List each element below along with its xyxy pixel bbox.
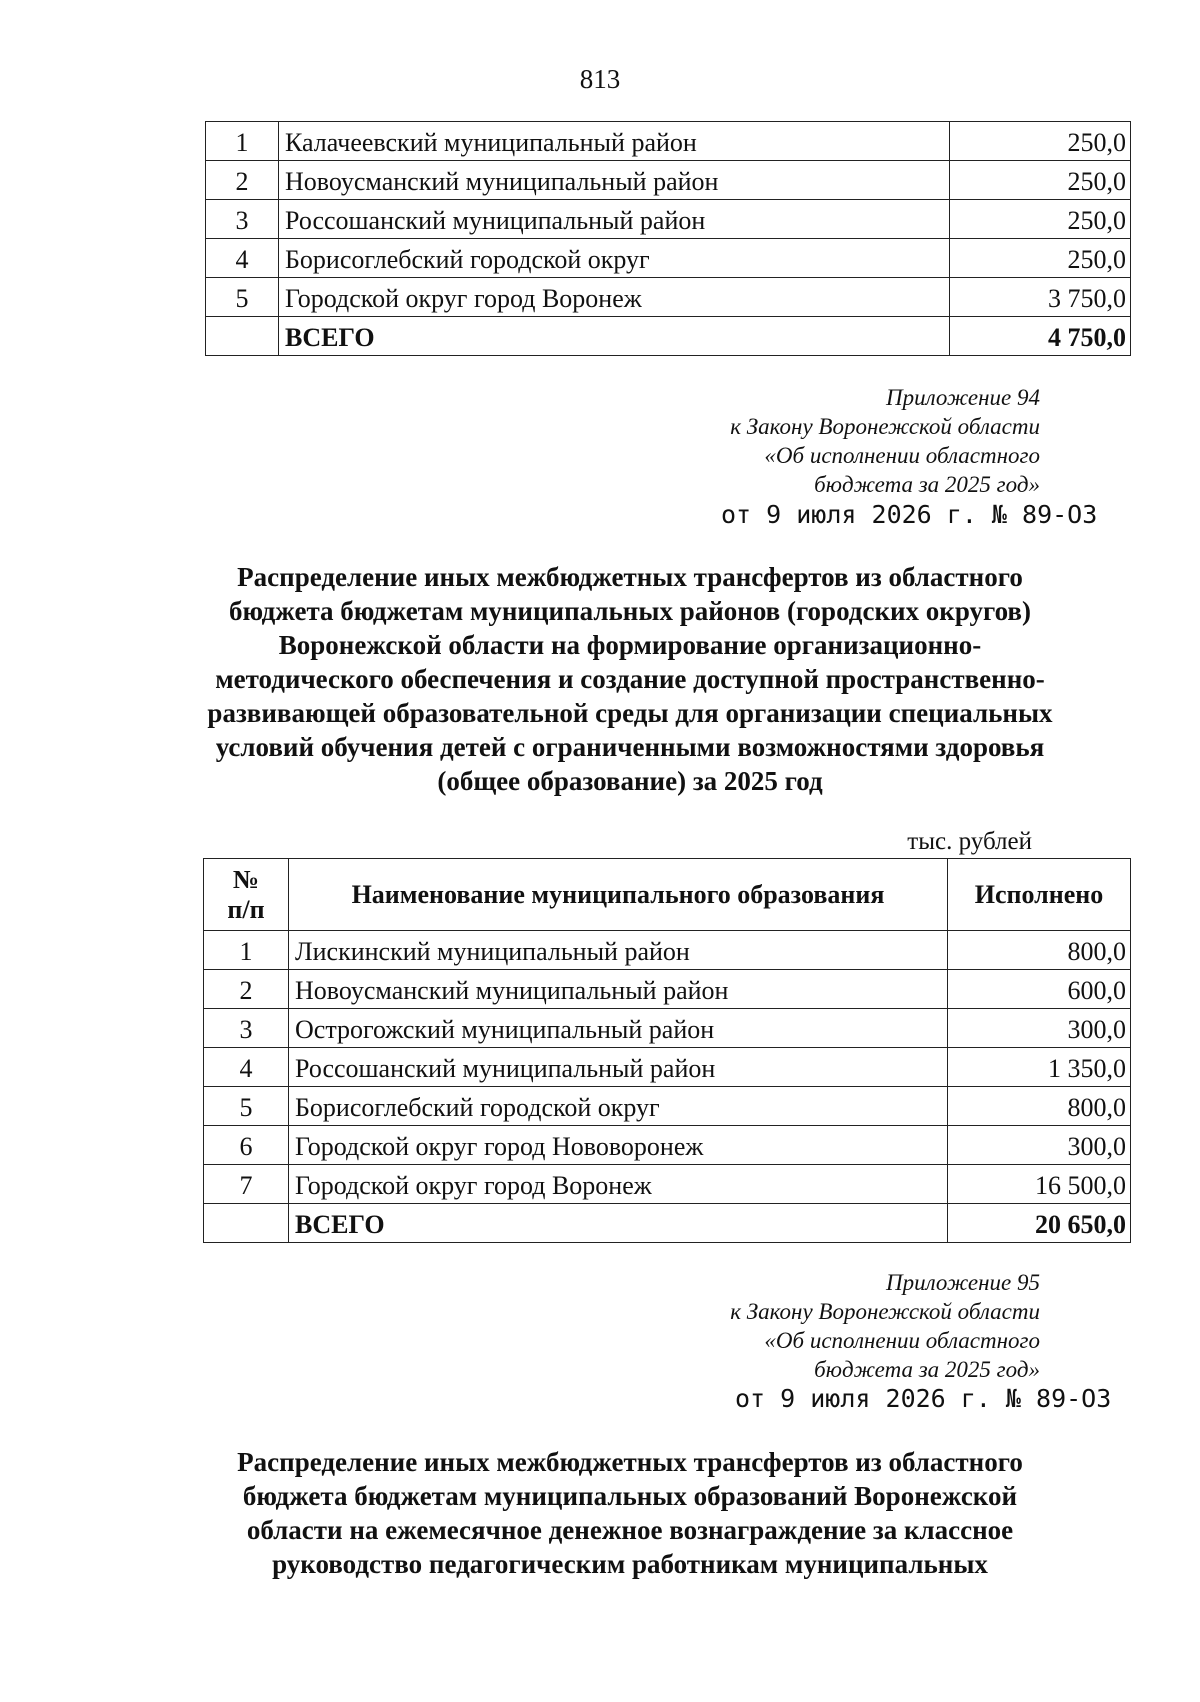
table-appendix-94 xyxy=(203,858,1131,1243)
amount: 300,0 xyxy=(948,1126,1131,1165)
municipality-name: Борисоглебский городской округ xyxy=(289,1087,948,1126)
page-number: 813 xyxy=(579,64,621,94)
title-line: руководство педагогическим работникам муниципальных xyxy=(272,1549,988,1579)
column-number-header xyxy=(204,859,289,931)
amount: 800,0 xyxy=(948,1087,1131,1126)
row-number: 7 xyxy=(204,1165,289,1204)
municipality-name: Калачеевский муниципальный район xyxy=(279,122,950,161)
appendix-law-title: бюджета за 2025 год» xyxy=(814,1357,1040,1382)
municipality-name: Городской округ город Воронеж xyxy=(279,278,950,317)
amount: 3 750,0 xyxy=(950,278,1131,317)
table-row xyxy=(206,200,1131,239)
row-number: 2 xyxy=(204,970,289,1009)
municipality-name: Новоусманский муниципальный район xyxy=(279,161,950,200)
appendix-law-title: бюджета за 2025 год» xyxy=(814,472,1040,497)
column-name-header: Наименование муниципального образования xyxy=(289,859,948,931)
amount: 250,0 xyxy=(950,200,1131,239)
total-amount: 4 750,0 xyxy=(950,317,1131,356)
total-row xyxy=(204,1204,1131,1243)
row-number: 3 xyxy=(204,1009,289,1048)
table-row xyxy=(204,1048,1131,1087)
appendix-law: к Закону Воронежской области xyxy=(730,414,1040,439)
table-header xyxy=(204,859,1131,931)
empty-cell xyxy=(206,317,279,356)
decree-date: от 9 июля 2026 г. № 89-ОЗ xyxy=(735,1384,1112,1413)
table-row xyxy=(204,931,1131,970)
table-row xyxy=(204,970,1131,1009)
amount: 600,0 xyxy=(948,970,1131,1009)
amount: 250,0 xyxy=(950,122,1131,161)
appendix-number: Приложение 95 xyxy=(885,1270,1040,1295)
appendix-95-header xyxy=(730,1268,1040,1384)
municipality-name: Лискинский муниципальный район xyxy=(289,931,948,970)
section-title xyxy=(200,560,1060,798)
table-appendix-93 xyxy=(205,121,1131,356)
amount: 250,0 xyxy=(950,161,1131,200)
title-line: развивающей образовательной среды для организации специальных xyxy=(207,698,1053,728)
municipality-name: Россошанский муниципальный район xyxy=(279,200,950,239)
amount: 300,0 xyxy=(948,1009,1131,1048)
municipality-name: Россошанский муниципальный район xyxy=(289,1048,948,1087)
municipality-name: Острогожский муниципальный район xyxy=(289,1009,948,1048)
units-label: тыс. рублей xyxy=(907,828,1032,855)
appendix-law-title: «Об исполнении областного xyxy=(764,1328,1040,1353)
row-number: 1 xyxy=(206,122,279,161)
row-number: 3 xyxy=(206,200,279,239)
municipality-name: Городской округ город Воронеж xyxy=(289,1165,948,1204)
title-line: области на ежемесячное денежное вознаграждение за классное xyxy=(246,1515,1014,1545)
column-value-header: Исполнено xyxy=(948,859,1131,931)
title-line: Распределение иных межбюджетных трансфертов из областного xyxy=(237,562,1023,592)
appendix-law: к Закону Воронежской области xyxy=(730,1299,1040,1324)
amount: 16 500,0 xyxy=(948,1165,1131,1204)
appendix-94-header xyxy=(730,383,1040,499)
decree-date: от 9 июля 2026 г. № 89-ОЗ xyxy=(721,500,1098,529)
total-label: ВСЕГО xyxy=(289,1204,948,1243)
total-label: ВСЕГО xyxy=(279,317,950,356)
title-line: методического обеспечения и создание доступной пространственно- xyxy=(215,664,1045,694)
appendix-number: Приложение 94 xyxy=(885,385,1040,410)
municipality-name: Новоусманский муниципальный район xyxy=(289,970,948,1009)
total-row xyxy=(206,317,1131,356)
table-row xyxy=(206,239,1131,278)
row-number: 6 xyxy=(204,1126,289,1165)
table-row xyxy=(206,122,1131,161)
empty-cell xyxy=(204,1204,289,1243)
table-row xyxy=(206,161,1131,200)
row-number: 4 xyxy=(206,239,279,278)
title-line: бюджета бюджетам муниципальных районов (городских округов) xyxy=(228,596,1032,626)
header-line: № xyxy=(232,864,260,894)
municipality-name: Городской округ город Нововоронеж xyxy=(289,1126,948,1165)
title-line: бюджета бюджетам муниципальных образований Воронежской xyxy=(242,1481,1018,1511)
total-amount: 20 650,0 xyxy=(948,1204,1131,1243)
title-line: (общее образование) за 2025 год xyxy=(437,766,823,796)
row-number: 4 xyxy=(204,1048,289,1087)
amount: 250,0 xyxy=(950,239,1131,278)
title-line: Распределение иных межбюджетных трансфертов из областного xyxy=(237,1447,1023,1477)
row-number: 1 xyxy=(204,931,289,970)
table-row xyxy=(206,278,1131,317)
title-line: условий обучения детей с ограниченными возможностями здоровья xyxy=(215,732,1045,762)
row-number: 5 xyxy=(204,1087,289,1126)
row-number: 5 xyxy=(206,278,279,317)
table-row xyxy=(204,1126,1131,1165)
header-line: п/п xyxy=(227,894,265,924)
table-row xyxy=(204,1165,1131,1204)
row-number: 2 xyxy=(206,161,279,200)
amount: 1 350,0 xyxy=(948,1048,1131,1087)
title-line: Воронежской области на формирование организационно- xyxy=(278,630,982,660)
appendix-law-title: «Об исполнении областного xyxy=(764,443,1040,468)
table-row xyxy=(204,1009,1131,1048)
municipality-name: Борисоглебский городской округ xyxy=(279,239,950,278)
amount: 800,0 xyxy=(948,931,1131,970)
table-row xyxy=(204,1087,1131,1126)
section-title xyxy=(200,1445,1060,1581)
